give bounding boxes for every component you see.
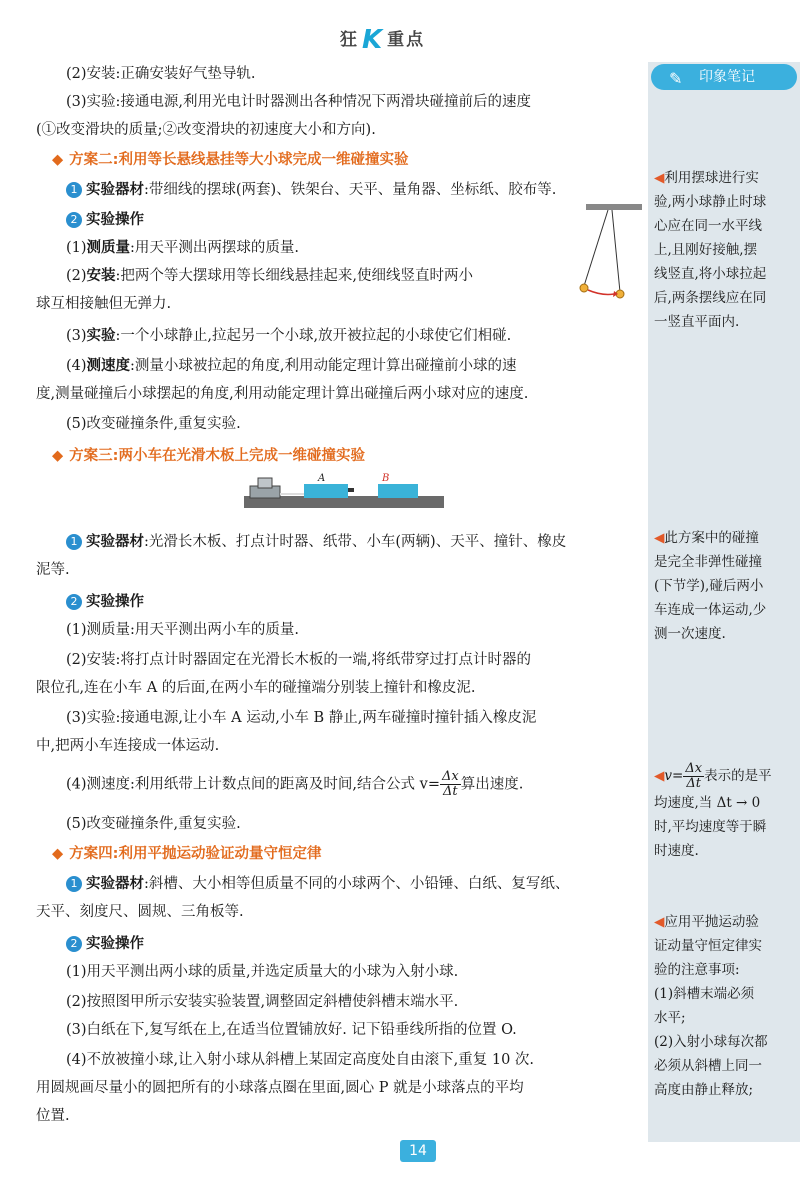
- note-line: (1)斜槽末端必须: [654, 986, 755, 1002]
- cart-b-label: B: [382, 473, 390, 484]
- label: 安装: [86, 268, 116, 284]
- note-line: [654, 166, 794, 190]
- equipment-line: [66, 176, 662, 204]
- text: 算出速度.: [460, 776, 524, 793]
- side-note-1: [654, 166, 794, 334]
- text-line: (4)不放被撞小球,让入射小球从斜槽上某固定高度处自由滚下,重复 10 次.: [66, 1052, 535, 1068]
- note-line: 是完全非弹性碰撞: [654, 554, 762, 570]
- text-line: (2)安装:正确安装好气垫导轨.: [66, 66, 256, 82]
- text: :光滑长木板、打点计时器、纸带、小车(两辆)、天平、撞针、橡皮: [144, 534, 567, 550]
- text-line: (5)改变碰撞条件,重复实验.: [66, 816, 241, 832]
- heading-text: 方案三:两小车在光滑木板上完成一维碰撞实验: [69, 448, 365, 464]
- triangle-icon: ◀: [654, 530, 665, 546]
- label: 测速度: [86, 358, 131, 374]
- text-line: (4)测速度:测量小球被拉起的角度,利用动能定理计算出碰撞前小球的速: [66, 358, 517, 374]
- note-line: 时,平均速度等于瞬: [654, 819, 767, 835]
- operation-title: [66, 588, 662, 616]
- cart-a-label: A: [318, 473, 326, 484]
- text: :一个小球静止,拉起另一个小球,放开被拉起的小球使它们相碰.: [115, 328, 512, 344]
- note-text: 应用平抛运动验: [664, 914, 759, 930]
- note-text: v=: [664, 768, 684, 784]
- note-line: [654, 526, 794, 550]
- note-line: 水平;: [654, 1010, 686, 1026]
- text: (4)测速度:利用纸带上计数点间的距离及时间,结合公式 v=: [66, 776, 440, 793]
- number-badge-1: 1: [66, 534, 82, 550]
- side-note-3: [654, 762, 794, 863]
- notes-badge-label: 印象笔记: [699, 69, 755, 85]
- note-line: [654, 910, 794, 934]
- section-heading-plan4: [52, 842, 321, 863]
- number-badge-2: 2: [66, 936, 82, 952]
- string-left: [584, 210, 608, 286]
- note-line: 心应在同一水平线: [654, 218, 762, 234]
- frac-top: Δx: [441, 769, 459, 784]
- note-text: 利用摆球进行实: [664, 170, 759, 186]
- note-line: (下节学),碰后两小: [654, 578, 764, 594]
- equipment-line: [66, 528, 665, 556]
- section-heading-plan3: [52, 444, 365, 465]
- label: 实验器材: [86, 876, 144, 892]
- text-line: (1)测质量:用天平测出两小车的质量.: [66, 622, 300, 638]
- note-line: 时速度.: [654, 843, 699, 859]
- text-line: (2)安装:把两个等大摆球用等长细线悬挂起来,使细线竖直时两小: [66, 268, 474, 284]
- frac-bot: Δt: [686, 776, 702, 791]
- leaf-icon: ◆: [52, 846, 64, 862]
- pendulum-figure: [576, 200, 646, 304]
- side-note-4: [654, 910, 794, 1102]
- page-number: 14: [400, 1140, 436, 1162]
- text-line: (1)测质量:用天平测出两摆球的质量.: [66, 240, 300, 256]
- operation-title: [66, 930, 662, 958]
- note-line: 高度由静止释放;: [654, 1082, 754, 1098]
- triangle-icon: ◀: [654, 768, 665, 784]
- text: :测量小球被拉起的角度,利用动能定理计算出碰撞前小球的速: [130, 358, 517, 374]
- frac-bot: Δt: [443, 784, 458, 799]
- text-line: 球互相接触但无弹力.: [36, 296, 172, 312]
- note-line: 证动量守恒定律实: [654, 938, 762, 954]
- text-line: 位置.: [36, 1108, 70, 1124]
- text-line: (5)改变碰撞条件,重复实验.: [66, 416, 241, 432]
- note-line: 一竖直平面内.: [654, 314, 740, 330]
- note-line: 必须从斜槽上同一: [654, 1058, 762, 1074]
- text-line: 中,把两小车连接成一体运动.: [36, 738, 220, 754]
- note-text: 表示的是平: [704, 768, 772, 784]
- leaf-icon: ◆: [52, 152, 64, 168]
- note-line: 车连成一体运动,少: [654, 602, 767, 618]
- text-line: 泥等.: [36, 562, 70, 578]
- brand-logo: [340, 22, 426, 55]
- text-line: (3)实验:一个小球静止,拉起另一个小球,放开被拉起的小球使它们相碰.: [66, 328, 512, 344]
- needle: [348, 488, 354, 492]
- note-text: 此方案中的碰撞: [664, 530, 759, 546]
- label: 实验器材: [86, 534, 144, 550]
- cart-a: [304, 484, 348, 498]
- text-line: (①改变滑块的质量;②改变滑块的初速度大小和方向).: [36, 122, 376, 138]
- text-line: (1)用天平测出两小球的质量,并选定质量大的小球为入射小球.: [66, 964, 459, 980]
- label: 实验操作: [86, 212, 144, 228]
- motion-arrow: [588, 290, 614, 295]
- note-line: 验,两小球静止时球: [654, 194, 767, 210]
- number-badge-2: 2: [66, 212, 82, 228]
- label: 实验器材: [86, 182, 144, 198]
- ball-left: [580, 284, 588, 292]
- brand-k: K: [362, 25, 385, 55]
- text: :带细线的摆球(两套)、铁架台、天平、量角器、坐标纸、胶布等.: [144, 182, 557, 198]
- operation-title: [66, 206, 662, 234]
- note-line: 测一次速度.: [654, 626, 726, 642]
- number-badge-1: 1: [66, 876, 82, 892]
- side-note-2: [654, 526, 794, 646]
- text: :把两个等大摆球用等长细线悬挂起来,使细线竖直时两小: [115, 268, 474, 284]
- note-line: 均速度,当 Δt → 0: [654, 795, 761, 811]
- text-line: (2)按照图甲所示安装实验装置,调整固定斜槽使斜槽末端水平.: [66, 994, 459, 1010]
- text: :斜槽、大小相等但质量不同的小球两个、小铅锤、白纸、复写纸、: [144, 876, 570, 892]
- text-line: 用圆规画尽量小的圆把所有的小球落点圈在里面,圆心 P 就是小球落点的平均: [36, 1080, 524, 1096]
- notes-badge: [651, 64, 797, 90]
- note-line: 后,两条摆线应在同: [654, 290, 767, 306]
- text: :用天平测出两摆球的质量.: [130, 240, 300, 256]
- elephant-icon: ✎: [669, 69, 683, 88]
- note-line: 验的注意事项:: [654, 962, 740, 978]
- triangle-icon: ◀: [654, 170, 665, 186]
- brand-right: 重点: [387, 30, 426, 50]
- fraction: [683, 762, 704, 791]
- label: 实验操作: [86, 936, 144, 952]
- timer-top: [258, 478, 272, 488]
- brand-left: 狂: [340, 30, 359, 50]
- page-header: [0, 0, 800, 62]
- cart-b: [378, 484, 418, 498]
- heading-text: 方案四:利用平抛运动验证动量守恒定律: [69, 846, 322, 862]
- cart-figure: [244, 468, 444, 514]
- note-line: 上,且刚好接触,摆: [654, 242, 758, 258]
- triangle-icon: ◀: [654, 914, 665, 930]
- frac-top: Δx: [685, 761, 703, 776]
- formula-line: [66, 768, 665, 799]
- text-line: (3)白纸在下,复写纸在上,在适当位置铺放好. 记下铅垂线所指的位置 O.: [66, 1022, 517, 1038]
- text-line: 度,测量碰撞后小球摆起的角度,利用动能定理计算出碰撞后两小球对应的速度.: [36, 386, 529, 402]
- label: 测质量: [86, 240, 131, 256]
- text-line: (2)安装:将打点计时器固定在光滑长木板的一端,将纸带穿过打点计时器的: [66, 652, 532, 668]
- label: 实验操作: [86, 594, 144, 610]
- label: 实验: [86, 328, 116, 344]
- note-line: [654, 762, 794, 791]
- leaf-icon: ◆: [52, 448, 64, 464]
- heading-text: 方案二:利用等长悬线悬挂等大小球完成一维碰撞实验: [69, 152, 409, 168]
- equipment-line: [66, 870, 662, 898]
- support-bar: [586, 204, 642, 210]
- string-right: [612, 210, 620, 292]
- text-line: (3)实验:接通电源,让小车 A 运动,小车 B 静止,两车碰撞时撞针插入橡皮泥: [66, 710, 537, 726]
- text-line: 天平、刻度尺、圆规、三角板等.: [36, 904, 244, 920]
- text-line: 限位孔,连在小车 A 的后面,在两小车的碰撞端分别装上撞针和橡皮泥.: [36, 680, 476, 696]
- number-badge-2: 2: [66, 594, 82, 610]
- fraction: [440, 770, 461, 799]
- section-heading-plan2: [52, 148, 408, 169]
- note-line: 线竖直,将小球拉起: [654, 266, 767, 282]
- number-badge-1: 1: [66, 182, 82, 198]
- text-line: (3)实验:接通电源,利用光电计时器测出各种情况下两滑块碰撞前后的速度: [66, 94, 532, 110]
- note-line: (2)入射小球每次都: [654, 1034, 768, 1050]
